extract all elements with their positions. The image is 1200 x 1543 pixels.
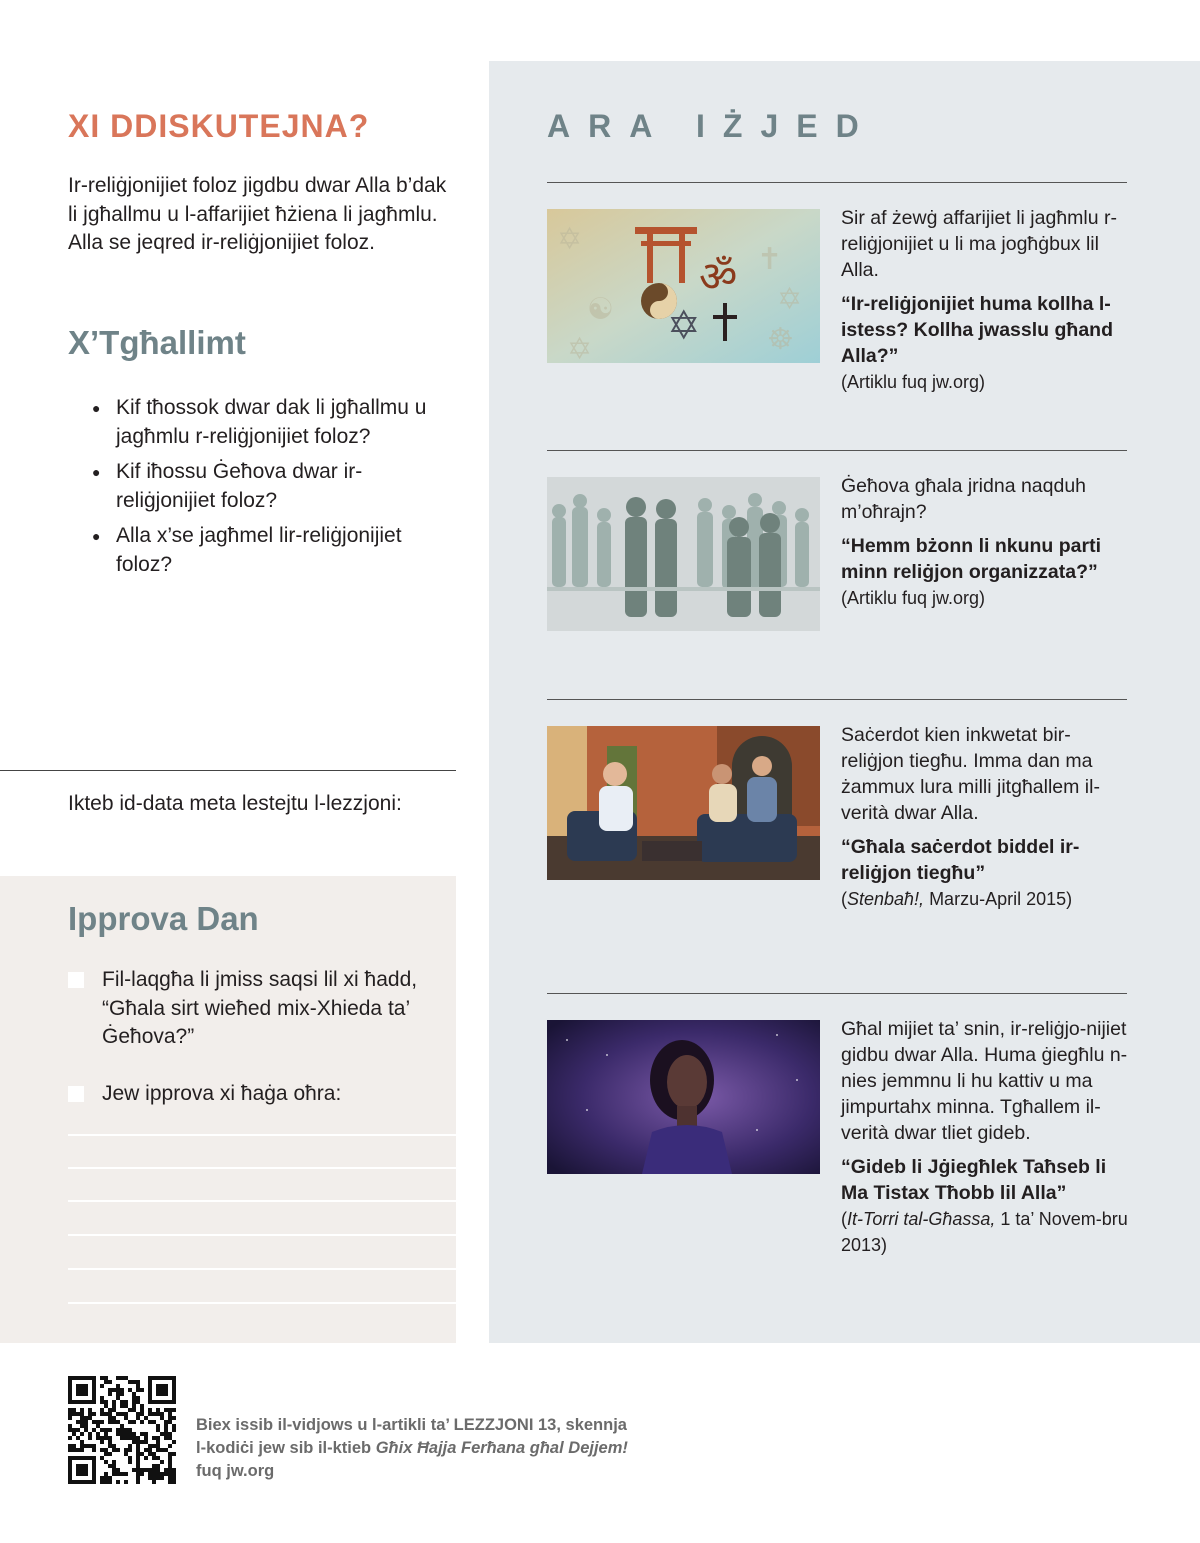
svg-text:✡: ✡ — [557, 222, 583, 257]
svg-text:✡: ✡ — [667, 303, 701, 349]
article-source: (Artiklu fuq jw.org) — [841, 372, 986, 392]
svg-text:☯: ☯ — [587, 292, 614, 327]
article-lead: Saċerdot kien inkwetat bir-reliġjon tiegħu. Imma dan ma żammux lura milli jitgħallem il-verità dwar Alla. — [841, 724, 1100, 824]
try-item — [68, 1080, 462, 1109]
priest-conversation-image[interactable] — [547, 726, 820, 880]
svg-text:✝: ✝ — [757, 242, 783, 277]
try-item-label: Jew ipprova xi ħaġa oħra: — [102, 1082, 342, 1105]
article-lead: Ġeħova għala jridna naqduh m’oħrajn? — [841, 475, 1087, 523]
article-title[interactable]: “Gideb li Jġiegħlek Taħseb li Ma Tistax Tħobb lil Alla” — [841, 1156, 1107, 1204]
footer-text: Biex issib il-vidjows u l-artikli ta’ LEZZJONI 13, skennja l-kodiċi jew sib il-ktieb Għix Ħajja Ferħana għal Dejjem! fuq jw.org — [196, 1416, 628, 1480]
divider — [547, 699, 1127, 700]
qr-code[interactable] — [68, 1376, 176, 1484]
divider — [0, 770, 456, 771]
article-source: (It-Torri tal-Għassa, 1 ta’ Novem-bru 2013) — [841, 1209, 1128, 1255]
try-item-label: Fil-laqgħa li jmiss saqsi lil xi ħadd, “Għala sirt wieħed mix-Xhieda ta’ Ġeħova?” — [102, 968, 418, 1048]
svg-text:✡: ✡ — [777, 282, 803, 317]
article-title[interactable]: “Għala saċerdot biddel ir-reliġjon tiegħu” — [841, 836, 1080, 884]
writing-line[interactable] — [68, 1200, 456, 1202]
divider — [547, 993, 1127, 994]
learned-questions — [92, 394, 452, 586]
writing-line[interactable] — [68, 1302, 456, 1304]
writing-line[interactable] — [68, 1134, 456, 1136]
divider — [547, 182, 1127, 183]
religious-symbols-image[interactable] — [547, 209, 820, 363]
checkbox[interactable] — [68, 1086, 84, 1102]
writing-line[interactable] — [68, 1234, 456, 1236]
svg-text:✡: ✡ — [567, 332, 593, 363]
article-card — [841, 473, 1131, 611]
summary-title: XI DDISKUTEJNA? — [68, 108, 370, 144]
article-source: (Stenbaħ!, Marzu-April 2015) — [841, 889, 1073, 909]
article-title[interactable]: “Hemm bżonn li nkunu parti minn reliġjon organizzata?” — [841, 535, 1102, 583]
divider — [547, 450, 1127, 451]
question-item: ● Kif tħossok dwar dak li jgħallmu u jagħmlu r-reliġjonijiet foloz? — [92, 394, 452, 451]
see-more-title: ARA IŻJED — [547, 108, 877, 144]
writing-line[interactable] — [68, 1268, 456, 1270]
svg-text:ॐ: ॐ — [699, 252, 738, 301]
svg-text:☸: ☸ — [767, 322, 794, 357]
article-title[interactable]: “Ir-reliġjonijiet huma kollha l-istess? Kollha jwasslu għand Alla?” — [841, 293, 1113, 367]
article-lead: Għal mijiet ta’ snin, ir-reliġjo-nijiet gidbu dwar Alla. Huma ġiegħlu n-nies jemmnu li hu kattiv u ma jimpurtahx minna. Tgħallem il-verità dwar tliet gideb. — [841, 1018, 1128, 1144]
article-lead: Sir af żewġ affarijiet li jagħmlu r-reliġjonijiet u li ma jogħġbux lil Alla. — [841, 207, 1117, 281]
article-source: (Artiklu fuq jw.org) — [841, 588, 986, 608]
article-card — [841, 722, 1131, 912]
article-card — [841, 205, 1131, 395]
try-title: Ipprova Dan — [68, 900, 259, 937]
summary-text: Ir-reliġjonijiet foloz jigdbu dwar Alla b’dak li jgħallmu u l-affarijiet ħżiena li jagħmlu. Alla se jeqred ir-reliġjonijiet foloz. — [68, 174, 447, 254]
question-item: ● Kif iħossu Ġeħova dwar ir-reliġjonijiet foloz? — [92, 458, 452, 515]
try-box — [0, 876, 456, 1343]
question-item: ● Alla x’se jagħmel lir-reliġjonijiet foloz? — [92, 522, 452, 579]
crowd-gathering-image[interactable] — [547, 477, 820, 631]
checkbox[interactable] — [68, 972, 84, 988]
article-card — [841, 1016, 1131, 1258]
date-prompt: Ikteb id-data meta lestejtu l-lezzjoni: — [68, 792, 402, 815]
writing-line[interactable] — [68, 1167, 456, 1169]
woman-night-sky-image[interactable] — [547, 1020, 820, 1174]
try-item — [68, 966, 462, 1052]
learned-title: X’Tgħallimt — [68, 324, 246, 361]
